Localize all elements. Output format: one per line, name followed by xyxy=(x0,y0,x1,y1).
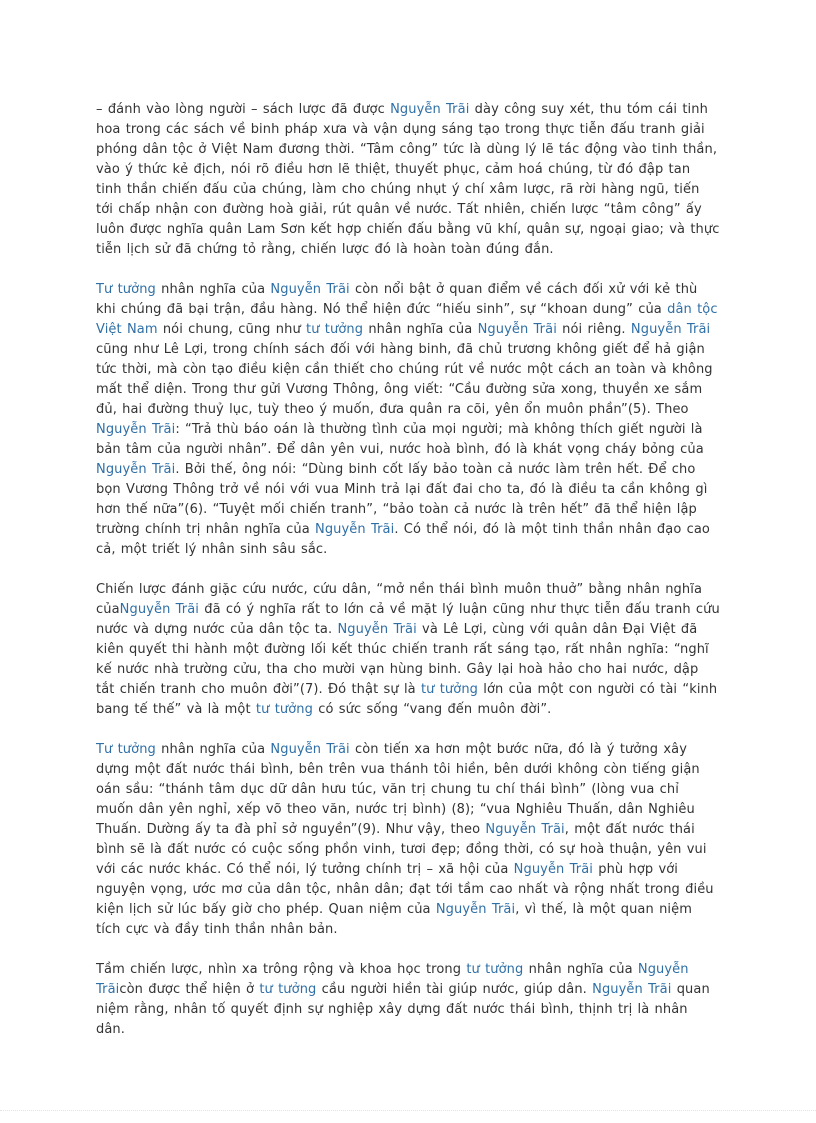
paragraph-text: quan niệm rằng, nhân tố quyết định sự nghiệp xây dựng đất nước thái bình, thịnh trị là nhân dân. xyxy=(96,982,710,1037)
inline-link[interactable]: tư tưởng xyxy=(255,702,313,717)
paragraph-text: lớn của một con người có tài “kinh bang tế thế” và là một xyxy=(96,682,718,717)
paragraph-text: còn được thể hiện ở xyxy=(119,982,260,997)
inline-link[interactable]: Nguyễn Trãi xyxy=(592,982,672,997)
paragraph-text: nhân nghĩa của xyxy=(363,322,478,337)
inline-link[interactable]: Nguyễn Trãi xyxy=(477,322,557,337)
inline-link[interactable]: tư tưởng xyxy=(466,962,524,977)
paragraph xyxy=(96,960,720,1040)
inline-link[interactable]: Tư tưởng xyxy=(96,282,156,297)
paragraph-text: đã có ý nghĩa rất to lớn cả về mặt lý luận cũng như thực tiễn đấu tranh cứu nước và dựng nước của dân tộc ta. xyxy=(96,602,720,637)
paragraph-text: Tầm chiến lược, nhìn xa trông rộng và khoa học trong xyxy=(96,962,467,977)
paragraph-text: , vì thế, là một quan niệm tích cực và đầy tinh thần nhân bản. xyxy=(96,902,692,937)
page-divider xyxy=(0,1110,816,1111)
paragraph-text: cũng như Lê Lợi, trong chính sách đối với hàng binh, đã chủ trương không giết để hả giận tức thời, mà còn tạo điều kiện cần thiết cho chúng rút về nước một cách an toàn và không mất thể diện. Trong thư gửi Vương Thông, ông viết: “Cầu đường sửa xong, thuyền xe sắm đủ, hai đường thuỷ lục, tuỳ theo ý muốn, đưa quân ra cõi, yên ổn muôn phần”(5). Theo xyxy=(96,342,713,417)
inline-link[interactable]: Nguyễn Trãi xyxy=(485,822,565,837)
inline-link[interactable]: Nguyễn Trãi xyxy=(96,962,689,997)
paragraph-text: – đánh vào lòng người – sách lược đã được xyxy=(96,102,391,117)
paragraph xyxy=(96,100,720,260)
paragraph-text: Chiến lược đánh giặc cứu nước, cứu dân, “mở nền thái bình muôn thuở” bằng nhân nghĩa của xyxy=(96,582,703,617)
paragraph-text: có sức sống “vang đến muôn đời”. xyxy=(312,702,552,717)
inline-link[interactable]: Nguyễn Trãi xyxy=(315,522,395,537)
paragraph-text: cầu người hiền tài giúp nước, giúp dân. xyxy=(316,982,593,997)
inline-link[interactable]: tư tưởng xyxy=(259,982,317,997)
inline-link[interactable]: Nguyễn Trãi xyxy=(630,322,711,337)
paragraph-text: nói chung, cũng như xyxy=(157,322,307,337)
paragraph-text: dày công suy xét, thu tóm cái tinh hoa trong các sách về binh pháp xưa và vận dụng sáng tạo trong thực tiễn đấu tranh giải phóng dân tộc ở Việt Nam đương thời. “Tâm công” tức là dùng lý lẽ tác động vào tinh thần, vào ý thức kẻ địch, nói rõ điều hơn lẽ thiệt, thuyết phục, cảm hoá chúng, từ đó đập tan tinh thần chiến đấu của chúng, làm cho chúng nhụt ý chí xâm lược, rã rời hàng ngũ, tiến tới chấp nhận con đường hoà giải, rút quân về nước. Tất nhiên, chiến lược “tâm công” ấy luôn được nghĩa quân Lam Sơn kết hợp chiến đấu bằng vũ khí, quân sự, ngoại giao; và thực tiễn lịch sử đã chứng tỏ rằng, chiến lược đó là hoàn toàn đúng đắn. xyxy=(96,102,720,257)
paragraph-text: và Lê Lợi, cùng với quân dân Đại Việt đã kiên quyết thi hành một đường lối kết thúc chiến tranh rất sáng tạo, rất nhân nghĩa: “nghĩ kế nước nhà trường cửu, tha cho mười vạn hùng binh. Gây lại hoà hảo cho hai nước, dập tắt chiến tranh cho muôn đời”(7). Đó thật sự là xyxy=(96,622,709,697)
paragraph-text: nói riêng. xyxy=(556,322,631,337)
paragraph xyxy=(96,280,720,560)
inline-link[interactable]: tư tưởng xyxy=(420,682,479,697)
paragraph-text: nhân nghĩa của xyxy=(155,282,271,297)
paragraph-text: còn nổi bật ở quan điểm về cách đối xử với kẻ thù khi chúng đã bại trận, đầu hàng. Nó thể hiện đức “hiếu sinh”, sự “khoan dung” của xyxy=(96,282,698,317)
paragraph-text: : “Trả thù báo oán là thường tình của mọi người; mà không thích giết người là bản tâm của người nhân”. Để dân yên vui, nước hoà bình, đó là khát vọng cháy bỏng của xyxy=(96,422,704,457)
paragraph-text: nhân nghĩa của xyxy=(523,962,638,977)
inline-link[interactable]: Nguyễn Trãi xyxy=(390,102,470,117)
document-body xyxy=(96,100,720,1040)
paragraph-text: còn tiến xa hơn một bước nữa, đó là ý tưởng xây dựng một đất nước thái bình, bên trên vua thánh tôi hiền, bên dưới không còn tiếng giận oán sầu: “thánh tâm dục dữ dân hưu túc, văn trị chung tu chí thái bình” (lòng vua chỉ muốn dân yên nghỉ, xếp võ theo văn, nước trị bình) (8); “vua Nghiêu Thuấn, dân Nghiêu Thuấn. Dường ấy ta đà phỉ sở nguyền”(9). Như vậy, theo xyxy=(96,742,700,837)
inline-link[interactable]: dân tộc Việt Nam xyxy=(96,302,718,337)
inline-link[interactable]: Tư tưởng xyxy=(96,742,156,757)
paragraph-text: , một đất nước thái bình sẽ là đất nước có cuộc sống phồn vinh, tươi đẹp; đồng thời, có sự hoà thuận, yên vui với các nước khác. Có thể nói, lý tưởng chính trị – xã hội của xyxy=(96,822,707,877)
inline-link[interactable]: Nguyễn Trãi xyxy=(96,422,176,437)
inline-link[interactable]: Nguyễn Trãi xyxy=(337,622,417,637)
inline-link[interactable]: Nguyễn Trãi xyxy=(270,282,350,297)
paragraph-text: . Bởi thế, ông nói: “Dùng binh cốt lấy bảo toàn cả nước làm trên hết. Để cho bọn Vương Thông trở về nói với vua Minh trả lại đất đai cho ta, đó là điều ta cần không gì hơn thế nữa”(6). “Tuyệt mối chiến tranh”, “bảo toàn cả nước là trên hết” đã thể hiện lập trường chính trị nhân nghĩa của xyxy=(96,462,708,537)
inline-link[interactable]: Nguyễn Trãi xyxy=(435,902,516,917)
inline-link[interactable]: tư tưởng xyxy=(306,322,364,337)
inline-link[interactable]: Nguyễn Trãi xyxy=(513,862,593,877)
paragraph xyxy=(96,580,720,720)
paragraph-text: nhân nghĩa của xyxy=(155,742,271,757)
paragraph-text: . Có thể nói, đó là một tinh thần nhân đạo cao cả, một triết lý nhân sinh sâu sắc. xyxy=(96,522,710,557)
paragraph-text: phù hợp với nguyện vọng, ước mơ của dân tộc, nhân dân; đạt tới tầm cao nhất và rộng nhất trong điều kiện lịch sử lúc bấy giờ cho phép. Quan niệm của xyxy=(96,862,714,917)
inline-link[interactable]: Nguyễn Trãi xyxy=(119,602,199,617)
inline-link[interactable]: Nguyễn Trãi xyxy=(270,742,350,757)
paragraph xyxy=(96,740,720,940)
inline-link[interactable]: Nguyễn Trãi xyxy=(96,462,176,477)
